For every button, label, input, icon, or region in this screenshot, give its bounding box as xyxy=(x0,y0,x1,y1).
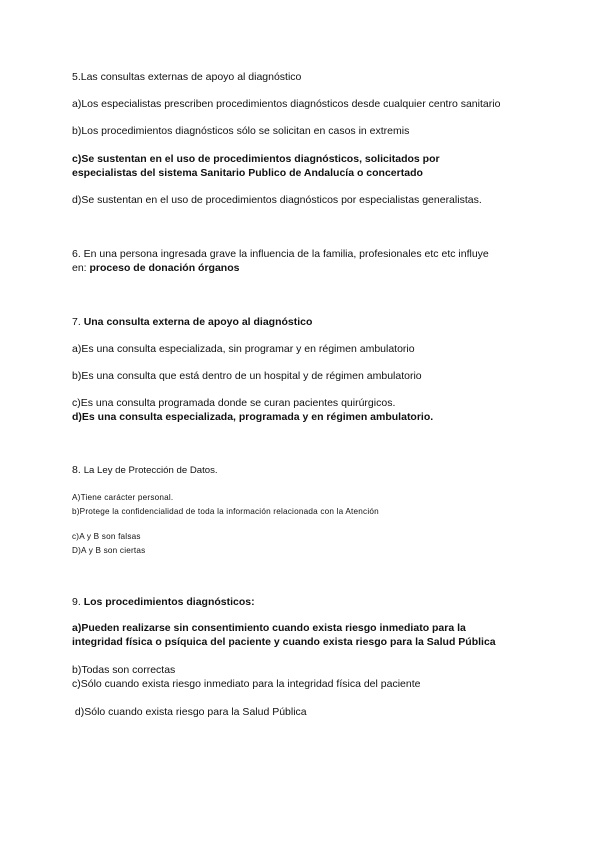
question-9-title xyxy=(72,596,255,609)
question-5-option-a: a)Los especialistas prescriben procedimientos diagnósticos desde cualquier centro sanitario xyxy=(72,98,501,110)
question-8-option-a: A)Tiene carácter personal. xyxy=(72,493,174,502)
question-5-option-c-line2: especialistas del sistema Sanitario Publico de Andalucía o concertado xyxy=(72,167,423,179)
question-9-option-a-line2: integridad física o psíquica del paciente y cuando exista riesgo para la Salud Pública xyxy=(72,636,496,648)
question-9-option-b: b)Todas son correctas xyxy=(72,664,176,676)
question-8-option-d: D)A y B son ciertas xyxy=(72,546,146,555)
question-9-option-c: c)Sólo cuando exista riesgo inmediato para la integridad física del paciente xyxy=(72,678,421,690)
question-8-number: 8. xyxy=(72,464,84,476)
question-8-option-c: c)A y B son falsas xyxy=(72,532,141,541)
question-7-option-b: b)Es una consulta que está dentro de un hospital y de régimen ambulatorio xyxy=(72,370,422,382)
question-6-prefix: en: xyxy=(72,262,90,274)
question-7-option-c: c)Es una consulta programada donde se curan pacientes quirúrgicos. xyxy=(72,397,396,409)
question-9-option-a-line1: a)Pueden realizarse sin consentimiento cuando exista riesgo inmediato para la xyxy=(72,622,466,634)
question-7-option-a: a)Es una consulta especializada, sin programar y en régimen ambulatorio xyxy=(72,343,415,355)
question-8-title xyxy=(72,464,218,477)
question-5-option-c-line1: c)Se sustentan en el uso de procedimientos diagnósticos, solicitados por xyxy=(72,153,440,165)
question-8-title-text: La Ley de Protección de Datos. xyxy=(83,465,218,476)
question-5-option-b: b)Los procedimientos diagnósticos sólo se solicitan en casos in extremis xyxy=(72,125,410,137)
question-7-title xyxy=(72,316,312,329)
question-7-option-d: d)Es una consulta especializada, programada y en régimen ambulatorio. xyxy=(72,411,434,423)
question-7-number: 7. xyxy=(72,316,84,328)
question-6-line1: 6. En una persona ingresada grave la influencia de la familia, profesionales etc etc influye xyxy=(72,248,489,260)
question-6-answer: proceso de donación órganos xyxy=(89,262,240,274)
question-9-title-text: Los procedimientos diagnósticos: xyxy=(83,596,255,608)
question-5-title: 5.Las consultas externas de apoyo al diagnóstico xyxy=(72,71,302,83)
question-9-number: 9. xyxy=(72,596,84,608)
question-5-option-d: d)Se sustentan en el uso de procedimientos diagnósticos por especialistas generalistas. xyxy=(72,194,482,206)
question-8-option-b: b)Protege la confidencialidad de toda la información relacionada con la Atención xyxy=(72,507,379,516)
question-9-option-d: d)Sólo cuando exista riesgo para la Salud Pública xyxy=(72,706,307,718)
question-7-title-text: Una consulta externa de apoyo al diagnóstico xyxy=(83,316,313,328)
question-6-line2 xyxy=(72,262,239,275)
